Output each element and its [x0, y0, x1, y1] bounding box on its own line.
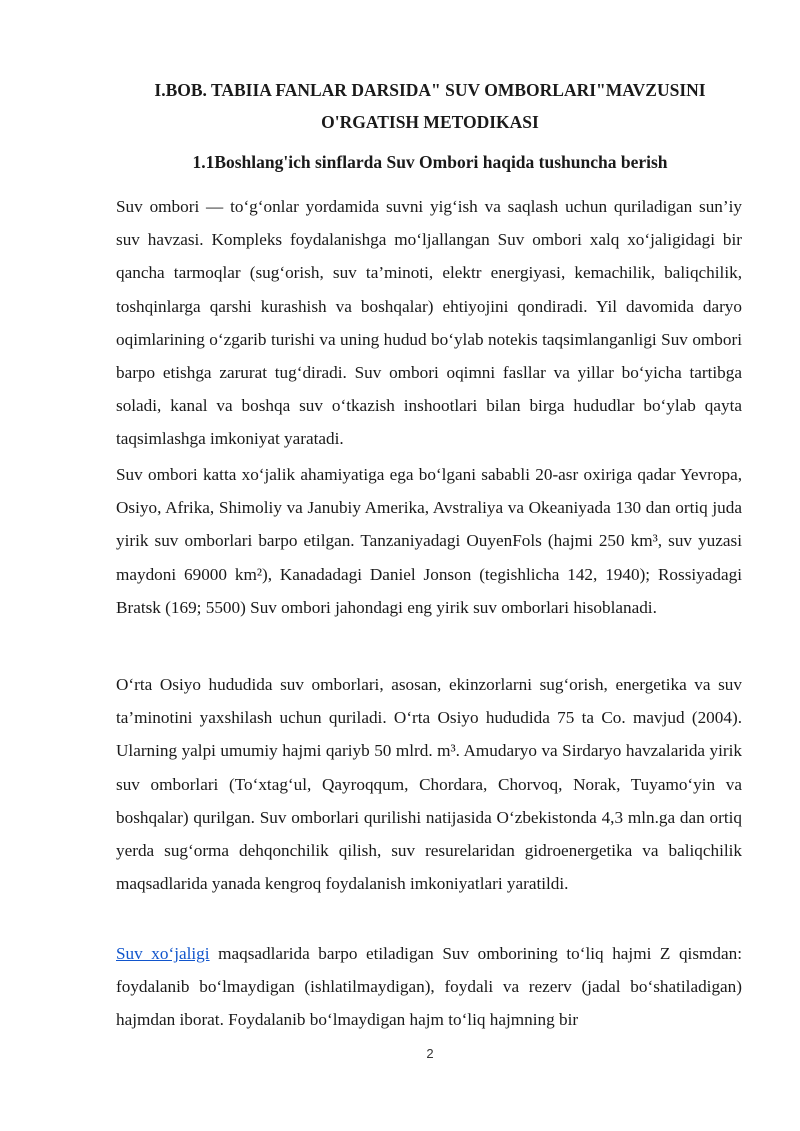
- section-title: 1.1Boshlang'ich sinflarda Suv Ombori haqida tushuncha berish: [192, 152, 668, 172]
- suv-xojaligi-link[interactable]: Suv xo‘jaligi: [116, 944, 210, 963]
- paragraph-4: [116, 937, 742, 1037]
- paragraph-4-text: maqsadlarida barpo etiladigan Suv omborining to‘liq hajmi Z qismdan: foydalanib bo‘lmaydigan (ishlatilmaydigan), foydali va rezerv (jadal bo‘shatiladigan) hajmdan iborat. Foydalanib bo‘lmaydigan hajm to‘liq hajmning bir: [116, 944, 742, 1030]
- paragraph-3: O‘rta Osiyo hududida suv omborlari, asosan, ekinzorlarni sug‘orish, energetika va suv ta’minotini yaxshilash uchun quriladi. O‘rta Osiyo hududida 75 ta Co. mavjud (2004). Ularning yalpi umumiy hajmi qariyb 50 mlrd. m³. Amudaryo va Sirdaryo havzalarida yirik suv omborlari (To‘xtag‘ul, Qayroqqum, Chordara, Chorvoq, Norak, Tuyamo‘yin va boshqalar) qurilgan. Suv omborlari qurilishi natijasida O‘zbekistonda 4,3 mln.ga dan ortiq yerda sug‘orma dehqonchilik qilish, suv resurelaridan gidroenergetika va baliqchilik maqsadlarida yanada kengroq foydalanish imkoniyatlari yaratildi.: [116, 675, 742, 894]
- chapter-title: [110, 74, 750, 138]
- page-number: 2: [426, 1046, 434, 1061]
- paragraph-1: Suv ombori — to‘g‘onlar yordamida suvni yig‘ish va saqlash uchun quriladigan sun’iy suv havzasi. Kompleks foydalanishga mo‘ljallangan Suv ombori xalq xo‘jaligidagi bir qancha tarmoqlar (sug‘orish, suv ta’minoti, elektr energiyasi, kemachilik, baliqchilik, toshqinlarga qarshi kurashish va boshqalar) ehtiyojini qondiradi. Yil davomida daryo oqimlarining o‘zgarib turishi va uning hudud bo‘ylab notekis taqsimlanganligi Suv ombori barpo etishga zarurat tug‘diradi. Suv ombori oqimni fasllar va yillar bo‘yicha tartibga soladi, kanal va boshqa suv o‘tkazish inshootlari bilan birga hududlar bo‘ylab qayta taqsimlashga imkoniyat yaratadi.: [116, 197, 742, 449]
- paragraph-2: Suv ombori katta xo‘jalik ahamiyatiga ega bo‘lgani sababli 20-asr oxiriga qadar Yevropa, Osiyo, Afrika, Shimoliy va Janubiy Amerika, Avstraliya va Okeaniyada 130 dan ortiq juda yirik suv omborlari barpo etilgan. Tanzaniyadagi OuyenFols (hajmi 250 km³, suv yuzasi maydoni 69000 km²), Kanadadagi Daniel Jonson (tegishlicha 142, 1940); Rossiyadagi Bratsk (169; 5500) Suv ombori jahondagi eng yirik suv omborlari hisoblanadi.: [116, 465, 742, 617]
- chapter-title-line2: O'RGATISH METODIKASI: [321, 112, 539, 132]
- chapter-title-line1: I.BOB. TABIIA FANLAR DARSIDA" SUV OMBORLARI"MAVZUSINI: [154, 80, 706, 100]
